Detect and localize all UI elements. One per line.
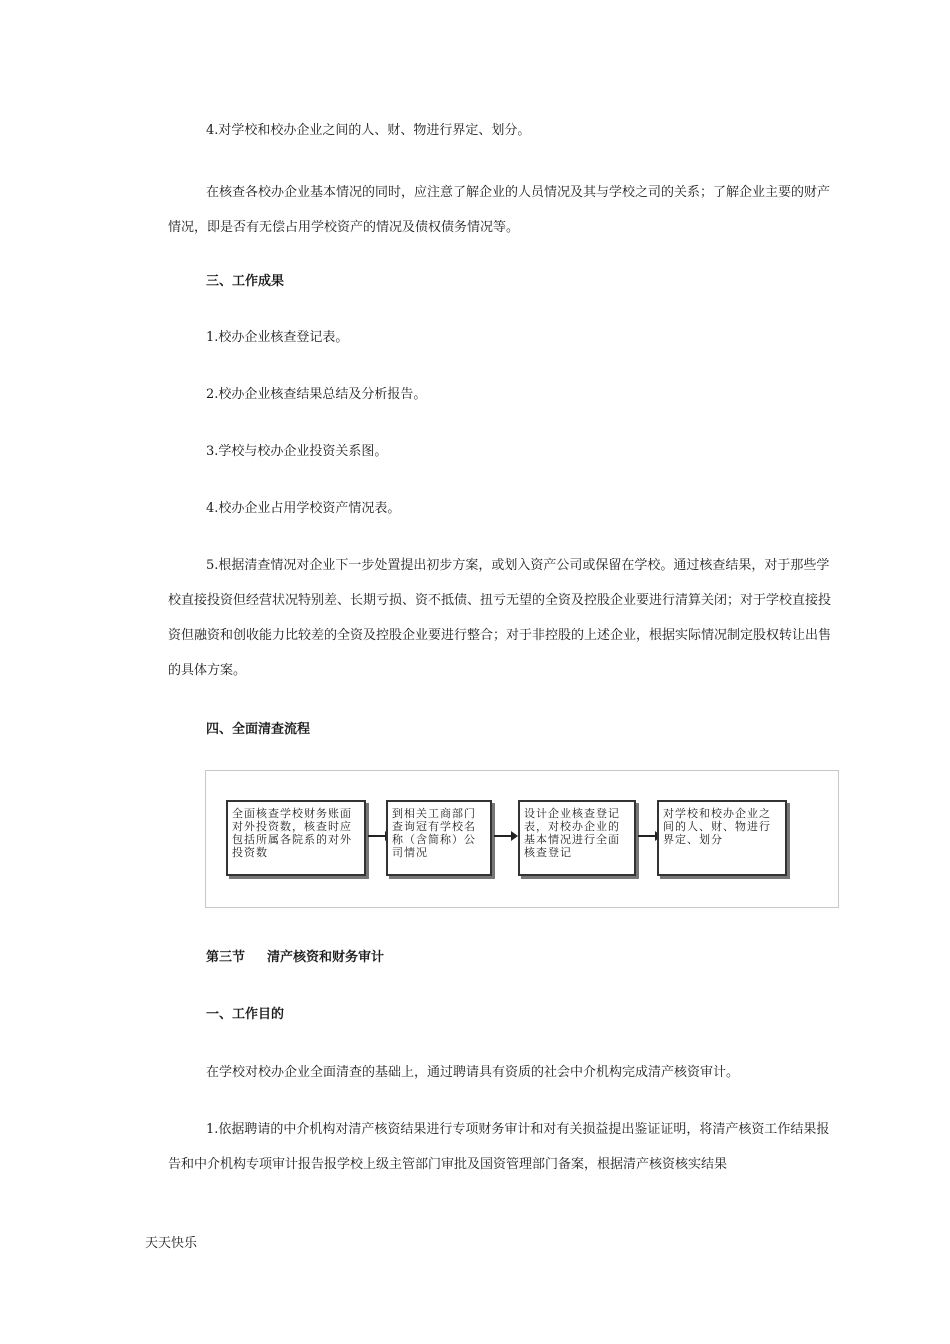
paragraph-verification: 在核查各校办企业基本情况的同时，应注意了解企业的人员情况及其与学校之司的关系；了解企业主要的财产情况，即是否有无偿占用学校资产的情况及债权债务情况等。 (168, 185, 831, 235)
paragraph-audit-item-1: 1.依据聘请的中介机构对清产核资结果进行专项财务审计和对有关损益提出鉴证证明，将清产核资工作结果报告和中介机构专项审计报告报学校上级主管部门审批及国资管理部门备案，根据清产核资核实结果 (168, 1122, 830, 1172)
flow-step-2: 到相关工商部门查询冠有学校名称（含简称）公司情况 (386, 800, 492, 876)
section-heading (206, 948, 384, 968)
paragraph-item-4: 4.对学校和校办企业之间的人、财、物进行界定、划分。 (206, 123, 531, 138)
flow-step-1: 全面核查学校财务账面对外投资数，核查时应包括所属各院系的对外投资数 (226, 800, 366, 876)
flow-step-3: 设计企业核查登记表，对校办企业的基本情况进行全面核查登记 (518, 800, 636, 876)
result-item-3: 3.学校与校办企业投资关系图。 (206, 444, 388, 459)
result-item-1: 1.校办企业核查登记表。 (206, 330, 349, 345)
result-item-4: 4.校办企业占用学校资产情况表。 (206, 501, 401, 516)
result-item-5: 5.根据清查情况对企业下一步处置提出初步方案，或划入资产公司或保留在学校。通过核查结果，对于那些学校直接投资但经营状况特别差、长期亏损、资不抵债、扭亏无望的全资及控股企业要进行清算关闭；对于学校直接投资但融资和创收能力比较差的全资及控股企业要进行整合；对于非控股的上述企业，根据实际情况制定股权转让出售的具体方案。 (168, 558, 832, 678)
section-title: 清产核资和财务审计 (267, 950, 385, 965)
result-item-2: 2.校办企业核查结果总结及分析报告。 (206, 387, 427, 402)
footer-text: 天天快乐 (145, 1236, 198, 1251)
heading-work-purpose: 一、工作目的 (206, 1007, 285, 1022)
paragraph-purpose: 在学校对校办企业全面清查的基础上，通过聘请具有资质的社会中介机构完成清产核资审计。 (206, 1065, 740, 1080)
heading-full-audit-flow: 四、全面清查流程 (206, 722, 311, 737)
section-number: 第三节 (206, 950, 246, 965)
flowchart (205, 770, 839, 908)
arrow-icon (494, 835, 516, 837)
heading-work-results: 三、工作成果 (206, 274, 285, 289)
flow-step-4: 对学校和校办企业之间的人、财、物进行界定、划分 (657, 800, 787, 876)
